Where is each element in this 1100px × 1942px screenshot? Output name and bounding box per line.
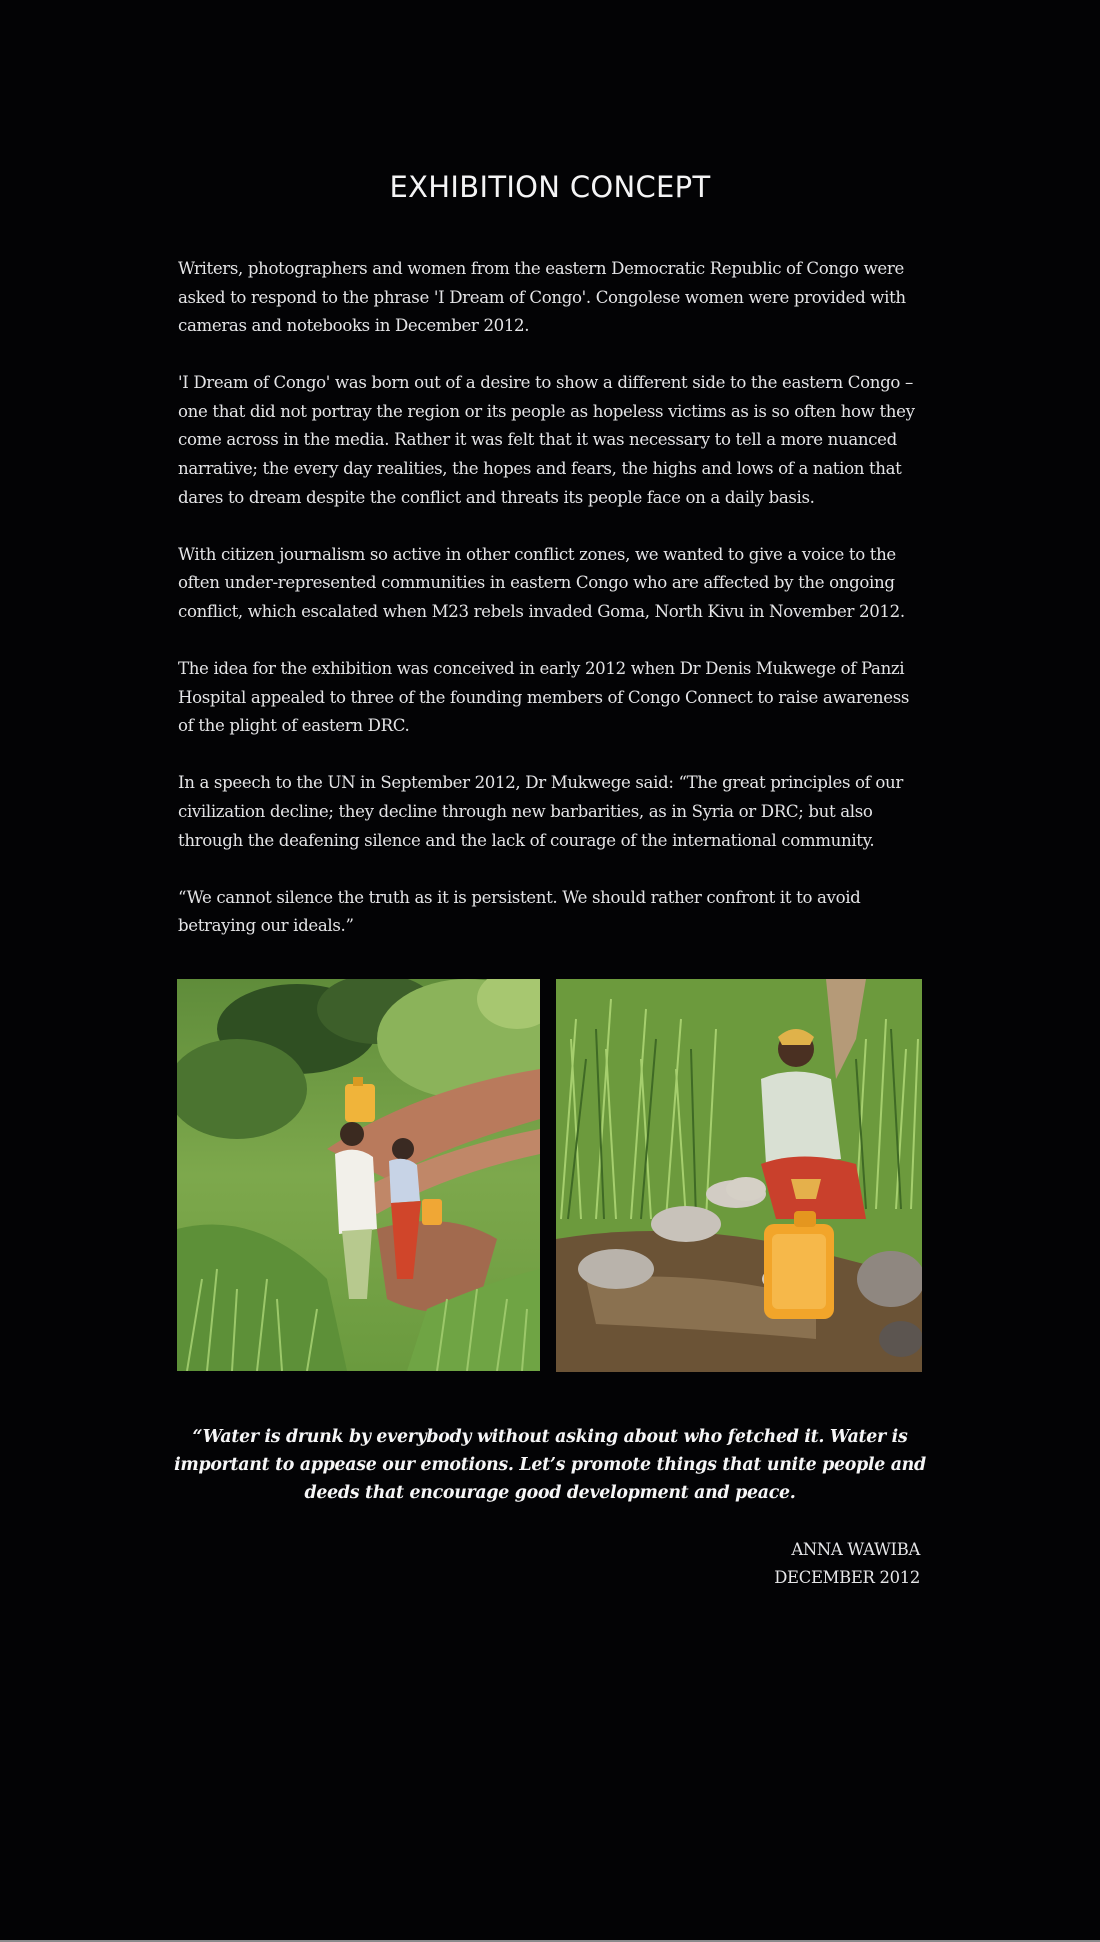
paragraph: 'I Dream of Congo' was born out of a desire to show a different side to the eastern Congo – one that did not portray the region or its people as hopeless victims as is so often how they come across in the media. Rather it was felt that it was necessary to tell a more nuanced narrative; the every day realities, the hopes and fears, the highs and lows of a nation that dares to dream despite the conflict and threats its people face on a daily basis. <box>178 373 915 507</box>
quote-date: DECEMBER 2012 <box>774 1567 920 1587</box>
paragraph: The idea for the exhibition was conceived in early 2012 when Dr Denis Mukwege of Panzi Hospital appealed to three of the founding members of Congo Connect to raise awareness of the plight of eastern DRC. <box>178 659 910 736</box>
paragraph: Writers, photographers and women from the eastern Democratic Republic of Congo were asked to respond to the phrase 'I Dream of Congo'. Congolese women were provided with cameras and notebooks in December 2012. <box>178 259 906 336</box>
paragraph: In a speech to the UN in September 2012, Dr Mukwege said: “The great principles of our civilization decline; they decline through new barbarities, as in Syria or DRC; but also through the deafening silence and the lack of courage of the international community. <box>178 773 903 850</box>
paragraph: “We cannot silence the truth as it is persistent. We should rather confront it to avoid betraying our ideals.” <box>178 887 861 936</box>
photo-woman-at-stream <box>556 979 922 1372</box>
featured-quote: “Water is drunk by everybody without asking about who fetched it. Water is important to appease our emotions. Let’s promote things that unite people and deeds that encourage good development and peace. <box>174 1427 926 1503</box>
author-name: ANNA WAWIBA <box>791 1540 920 1559</box>
paragraph: With citizen journalism so active in other conflict zones, we wanted to give a voice to the often under-represented communities in eastern Congo who are affected by the ongoing conflict, which escalated when M23 rebels invaded Goma, North Kivu in November 2012. <box>178 544 905 621</box>
photo-women-carrying-water <box>177 979 540 1371</box>
quote-attribution <box>774 1536 920 1591</box>
concept-text <box>178 255 928 969</box>
page-title: EXHIBITION CONCEPT <box>389 170 711 204</box>
